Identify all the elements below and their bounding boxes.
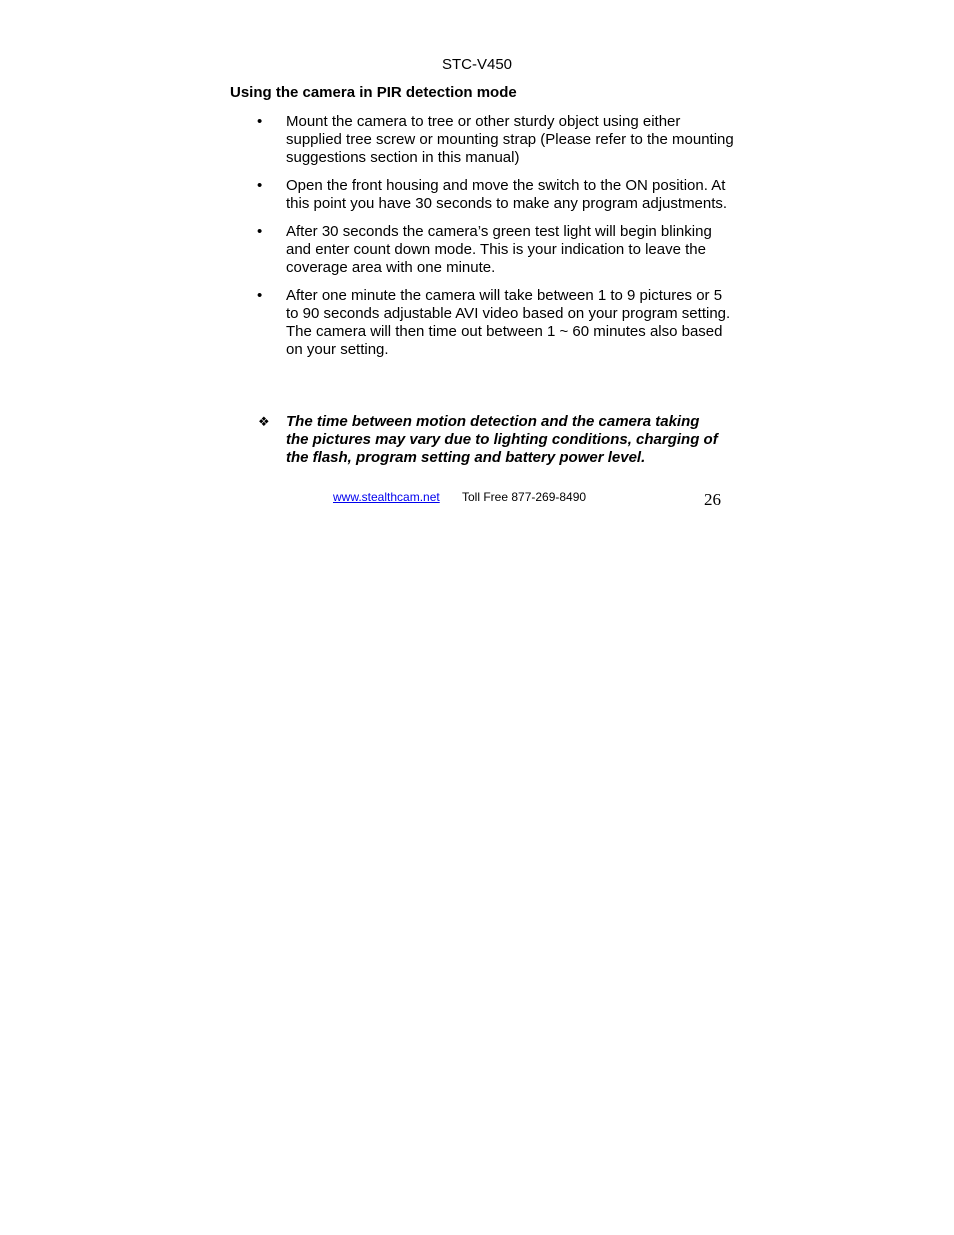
list-item xyxy=(257,223,736,277)
bullet-icon: • xyxy=(257,177,263,194)
list-item xyxy=(257,177,736,213)
list-item xyxy=(257,113,736,167)
website-link[interactable]: www.stealthcam.net xyxy=(333,490,440,504)
list-item-text: After one minute the camera will take between 1 to 9 pictures or 5 to 90 seconds adjustable AVI video based on your program setting. The camera will then time out between 1 ~ 60 minutes also based on your setting. xyxy=(286,287,731,358)
note-text: The time between motion detection and the camera taking the pictures may vary due to lighting conditions, charging of the flash, program setting and battery power level. xyxy=(286,413,718,466)
section-heading: Using the camera in PIR detection mode xyxy=(230,84,517,101)
list-item-text: After 30 seconds the camera’s green test light will begin blinking and enter count down mode. This is your indication to leave the coverage area with one minute. xyxy=(286,223,712,276)
list-item-text: Mount the camera to tree or other sturdy object using either supplied tree screw or mounting strap (Please refer to the mounting suggestions section in this manual) xyxy=(286,113,734,166)
instruction-list xyxy=(0,113,736,369)
list-item-text: Open the front housing and move the switch to the ON position. At this point you have 30 seconds to make any program adjustments. xyxy=(286,177,728,212)
bullet-icon: • xyxy=(257,113,263,130)
page-number: 26 xyxy=(704,490,721,509)
diamond-flower-icon: ❖ xyxy=(258,414,270,429)
bullet-icon: • xyxy=(257,223,263,240)
bullet-icon: • xyxy=(257,287,263,304)
toll-free-number: Toll Free 877-269-8490 xyxy=(462,490,587,504)
list-item xyxy=(257,287,736,359)
model-header: STC-V450 xyxy=(441,56,513,73)
